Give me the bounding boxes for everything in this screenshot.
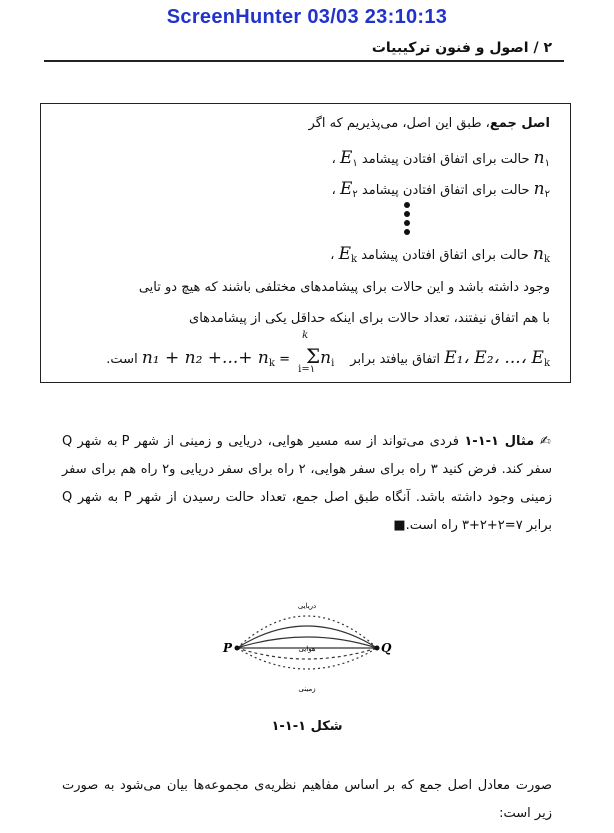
header-separator: /	[533, 40, 539, 56]
sigma-sum: k $\Sigma n_i$ i=۱	[298, 330, 335, 375]
condition-line-1: وجود داشته باشد و این حالات برای پیشامدهای مختلفی باشند که هیچ دو تایی	[138, 280, 550, 295]
n1-symbol: $n_۱$	[533, 148, 550, 169]
sum-rule-intro-text: ، طبق این اصل، می‌پذیریم که اگر	[308, 116, 490, 131]
header-rule	[44, 60, 564, 62]
formula-text: اتفاق بیافتد برابر	[350, 352, 441, 367]
figure-caption: شکل ۱-۱-۱	[271, 719, 343, 734]
node-p: P	[223, 641, 233, 655]
page-number: ۲	[543, 40, 552, 56]
node-q: Q	[381, 641, 392, 655]
vertical-ellipsis	[404, 202, 410, 238]
condition-line-2: با هم اتفاق نیفتند، تعداد حالات برای اینکه حداقل یکی از پیشامدهای	[189, 311, 550, 326]
label-sea: دریایی	[297, 602, 317, 610]
label-air: هوایی	[298, 645, 316, 653]
example-label: ✍ مثال ۱-۱-۱	[464, 434, 553, 449]
case-row-k-text: حالت برای اتفاق افتادن پیشامد	[361, 248, 529, 263]
e1-symbol: $E_۱$	[339, 148, 358, 169]
page-header	[62, 40, 552, 56]
nk-symbol: $n_k$	[532, 244, 550, 265]
sum-formula-line	[106, 330, 550, 375]
e2-symbol: $E_۲$	[339, 179, 358, 200]
sum-rule-term: اصل جمع	[489, 116, 550, 131]
example-paragraph	[62, 428, 552, 540]
screenhunter-watermark: ScreenHunter 03/03 23:10:13	[166, 6, 448, 28]
formula-end: است.	[106, 352, 138, 367]
equals-sign: =	[279, 352, 290, 367]
case-row-2-text: حالت برای اتفاق افتادن پیشامد	[361, 183, 530, 198]
case-row-1: $n_۱$ حالت برای اتفاق افتادن پیشامد $E_۱$ ،	[331, 148, 550, 169]
n2-symbol: $n_۲$	[533, 179, 550, 200]
case-row-1-text: حالت برای اتفاق افتادن پیشامد	[361, 152, 530, 167]
chapter-title: اصول و فنون ترکیبیات	[371, 40, 529, 56]
routes-figure	[215, 590, 400, 700]
case-row-k: $n_k$ حالت برای اتفاق افتادن پیشامد $E_k$ ،	[330, 244, 550, 265]
case-row-2: $n_۲$ حالت برای اتفاق افتادن پیشامد $E_۲$ ،	[331, 179, 550, 200]
ek-symbol: $E_k$	[338, 244, 358, 265]
event-list: E₁، E₂، ...، $E_k$	[444, 348, 550, 369]
sum-rule-box	[40, 103, 571, 383]
closing-paragraph: صورت معادل اصل جمع که بر اساس مفاهیم نظریه‌ی مجموعه‌ها بیان می‌شود به صورت زیر است:	[62, 778, 552, 821]
sum-expansion: n₁ + n₂ +...+ $n_k$	[141, 348, 275, 369]
example-text: فردی می‌تواند از سه مسیر هوایی، دریایی و زمینی از شهر P به شهر Q سفر کند. فرض کنید ۳ راه برای سفر هوایی، ۲ راه برای سفر دریایی و۲ راه هم برای سفر زمینی وجود داشته باشد. آنگاه طبق اصل جمع، تعداد حالت رسیدن از شهر P به شهر Q برابر ۷=۲+۲+۳ راه است.■	[62, 434, 553, 533]
label-land: زمینی	[298, 685, 316, 693]
sum-rule-intro	[309, 116, 550, 131]
